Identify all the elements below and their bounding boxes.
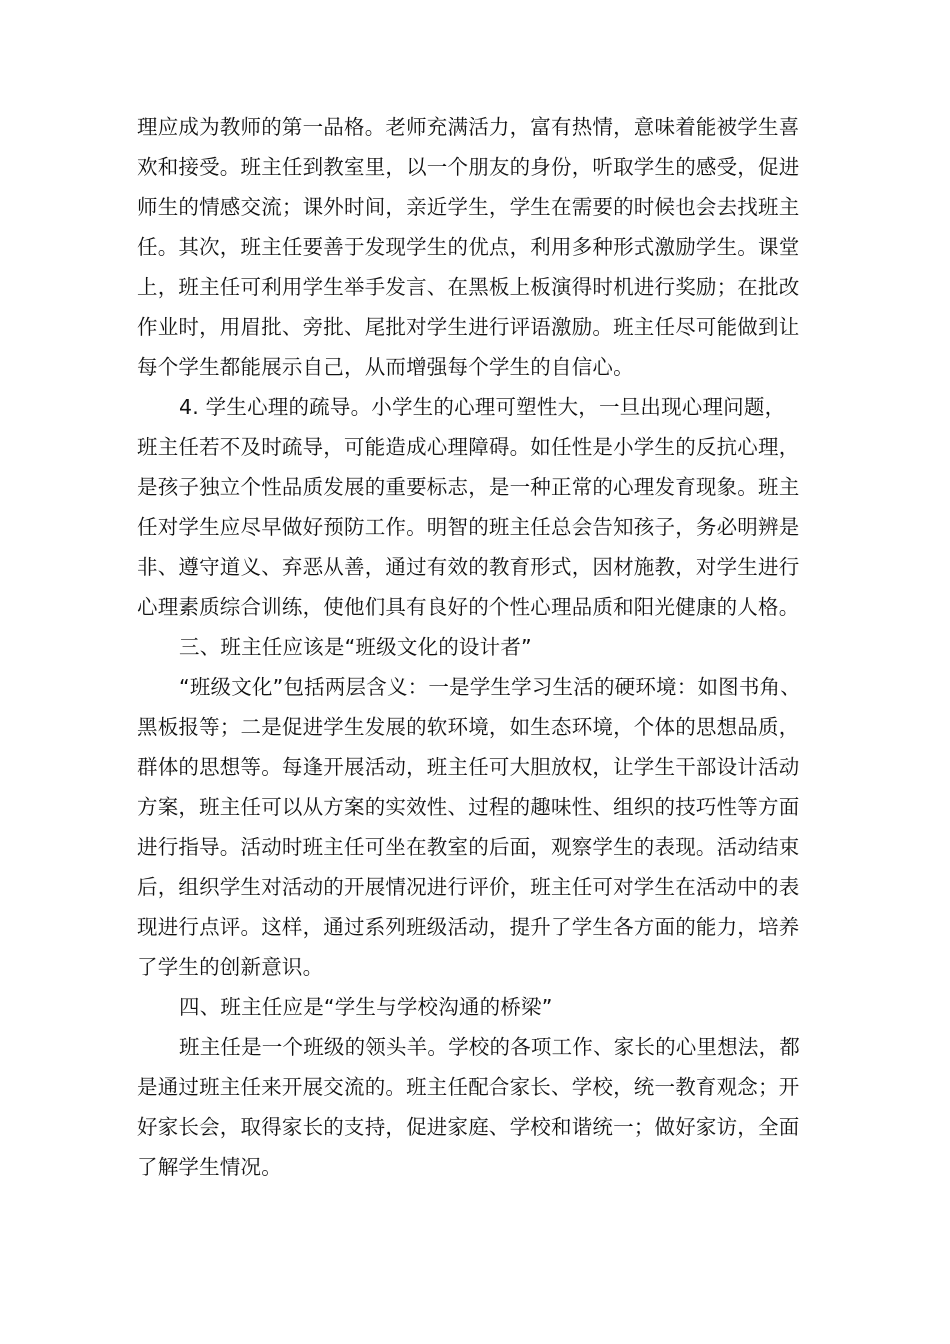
text-line: 班主任若不及时疏导，可能造成心理障碍。如任性是小学生的反抗心理， xyxy=(137,435,800,459)
text-line: 任。其次，班主任要善于发现学生的优点，利用多种形式激励学生。课堂 xyxy=(137,235,800,259)
text-line: 作业时，用眉批、旁批、尾批对学生进行评语激励。班主任尽可能做到让 xyxy=(137,315,800,339)
text-line: 班主任是一个班级的领头羊。学校的各项工作、家长的心里想法，都 xyxy=(179,1035,800,1059)
text-line: 任对学生应尽早做好预防工作。明智的班主任总会告知孩子，务必明辨是 xyxy=(137,515,800,539)
text-line: 黑板报等；二是促进学生发展的软环境，如生态环境，个体的思想品质， xyxy=(137,715,800,739)
text-line: 后，组织学生对活动的开展情况进行评价，班主任可对学生在活动中的表 xyxy=(137,875,800,899)
text-line: 是孩子独立个性品质发展的重要标志，是一种正常的心理发育现象。班主 xyxy=(137,475,800,499)
text-line: 进行指导。活动时班主任可坐在教室的后面，观察学生的表现。活动结束 xyxy=(137,835,800,859)
text-line: 师生的情感交流；课外时间，亲近学生，学生在需要的时候也会去找班主 xyxy=(137,195,800,219)
text-line: 四、班主任应是“学生与学校沟通的桥梁” xyxy=(179,995,553,1019)
text-line: 理应成为教师的第一品格。老师充满活力，富有热情，意味着能被学生喜 xyxy=(137,115,800,139)
text-line: 4. 学生心理的疏导。小学生的心理可塑性大，一旦出现心理问题， xyxy=(179,395,786,419)
text-line: 是通过班主任来开展交流的。班主任配合家长、学校，统一教育观念；开 xyxy=(137,1075,800,1099)
document-body xyxy=(137,107,837,1187)
text-line: 每个学生都能展示自己，从而增强每个学生的自信心。 xyxy=(137,355,634,379)
text-line: 心理素质综合训练，使他们具有良好的个性心理品质和阳光健康的人格。 xyxy=(137,595,800,619)
text-line: 现进行点评。这样，通过系列班级活动，提升了学生各方面的能力，培养 xyxy=(137,915,800,939)
text-line: 非、遵守道义、弃恶从善，通过有效的教育形式，因材施教，对学生进行 xyxy=(137,555,800,579)
text-line: 了解学生情况。 xyxy=(137,1155,282,1179)
text-line: 好家长会，取得家长的支持，促进家庭、学校和谐统一；做好家访，全面 xyxy=(137,1115,800,1139)
text-line: 上，班主任可利用学生举手发言、在黑板上板演得时机进行奖励；在批改 xyxy=(137,275,800,299)
text-line: 欢和接受。班主任到教室里，以一个朋友的身份，听取学生的感受，促进 xyxy=(137,155,800,179)
text-line: 群体的思想等。每逢开展活动，班主任可大胆放权，让学生干部设计活动 xyxy=(137,755,800,779)
text-line: “班级文化”包括两层含义：一是学生学习生活的硬环境：如图书角、 xyxy=(179,675,801,699)
text-line: 了学生的创新意识。 xyxy=(137,955,324,979)
text-line: 三、班主任应该是“班级文化的设计者” xyxy=(179,635,532,659)
text-line: 方案，班主任可以从方案的实效性、过程的趣味性、组织的技巧性等方面 xyxy=(137,795,800,819)
